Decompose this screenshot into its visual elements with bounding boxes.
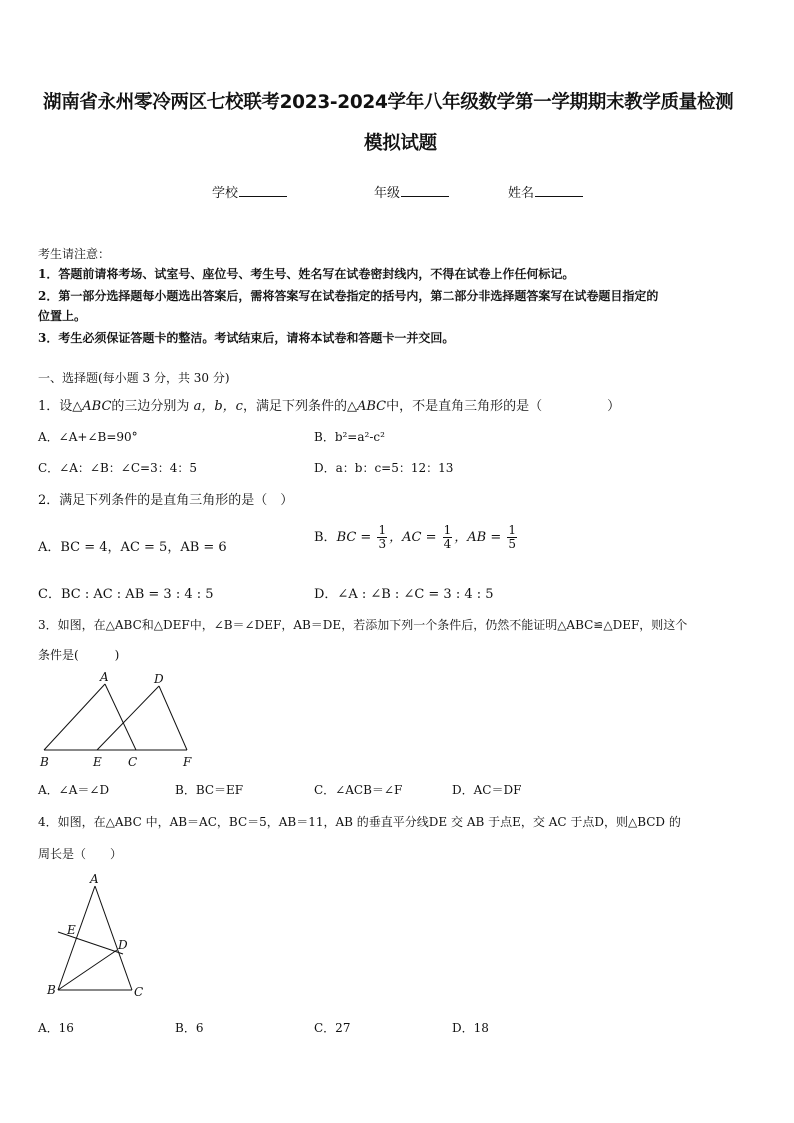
q4-label-e: E (67, 923, 76, 937)
q2-option-a[interactable]: A．BC = 4，AC = 5，AB = 6 (38, 540, 227, 555)
school-label: 学校 (212, 186, 239, 201)
q2-b-frac-1-4: $\frac{1}{4}$ (443, 523, 452, 551)
q2-option-d[interactable]: D．∠A : ∠B : ∠C = 3 : 4 : 5 (314, 587, 494, 602)
q3-figure (30, 668, 205, 770)
q3-label-a: A (100, 670, 109, 684)
q3-label-d: D (154, 672, 164, 686)
school-blank[interactable] (239, 184, 287, 197)
q2-b-ac: ，AC = (389, 530, 437, 545)
q4-label-c: C (134, 985, 144, 999)
q3-stem-line2: 条件是( ) (38, 648, 120, 662)
name-label: 姓名 (508, 186, 535, 201)
q2-option-b-label: B． (314, 530, 337, 545)
q2-b-frac-1-5: $\frac{1}{5}$ (508, 523, 517, 551)
grade-blank[interactable] (401, 184, 449, 197)
q1-stem-part3: ，满足下列条件的△ (242, 399, 357, 414)
q3-option-b[interactable]: B．BC＝EF (175, 783, 244, 797)
q4-option-b[interactable]: B．6 (175, 1021, 204, 1035)
q1-option-c[interactable]: C．∠A：∠B：∠C=3：4：5 (38, 461, 197, 475)
school-field (212, 182, 287, 201)
q2-b-frac-1-3: $\frac{1}{3}$ (378, 523, 387, 551)
q4-option-d[interactable]: D．18 (452, 1021, 489, 1035)
q4-label-a: A (90, 872, 99, 886)
notice-item-3: 3．考生必须保证答题卡的整洁。考试结束后，请将本试卷和答题卡一并交回。 (38, 331, 455, 345)
q3-stem-line1: 3．如图，在△ABC和△DEF中，∠B＝∠DEF，AB＝DE，若添加下列一个条件后，仍然不能证明△ABC≌△DEF，则这个 (38, 618, 688, 632)
grade-field (374, 182, 449, 201)
name-blank[interactable] (535, 184, 583, 197)
q2-option-c[interactable]: C．BC : AC : AB = 3 : 4 : 5 (38, 587, 214, 602)
q1-triangle-name: ABC (82, 399, 112, 414)
q3-segment-df (159, 686, 187, 750)
q3-label-f: F (183, 755, 192, 769)
q4-figure (40, 872, 155, 1002)
q4-label-d: D (118, 938, 128, 952)
q2-b-bc: BC = (336, 530, 372, 545)
q3-label-e: E (93, 755, 102, 769)
q4-stem-line1: 4．如图，在△ABC 中，AB＝AC，BC＝5，AB＝11，AB 的垂直平分线DE 交 AB 于点E，交 AC 于点D，则△BCD 的 (38, 815, 681, 829)
q2-option-b[interactable] (314, 524, 519, 551)
exam-title-line1: 湖南省永州零冷两区七校联考2023-2024学年八年级数学第一学期期末教学质量检测 (43, 92, 734, 113)
q2-stem: 2．满足下列条件的是直角三角形的是（ ） (38, 493, 294, 508)
q3-segment-ac (105, 684, 136, 750)
q3-segment-ed (97, 686, 159, 750)
q1-option-b[interactable]: B．b²=a²-c² (314, 430, 385, 444)
q1-stem-part2: 的三边分别为 (111, 399, 190, 414)
q1-stem-part1: 1．设△ (38, 399, 83, 414)
q1-variables: a，b，c (193, 399, 243, 414)
q3-label-c: C (128, 755, 138, 769)
q4-option-a[interactable]: A．16 (38, 1021, 74, 1035)
q1-stem-part4: 中，不是直角三角形的是（ ） (386, 399, 621, 414)
q1-option-a[interactable]: A．∠A+∠B=90° (38, 430, 138, 444)
notice-heading: 考生请注意： (38, 247, 111, 261)
q1-option-d[interactable]: D．a：b：c=5：12：13 (314, 461, 454, 475)
q4-stem-line2: 周长是（ ） (38, 847, 123, 861)
notice-item-2: 2．第一部分选择题每小题选出答案后，需将答案写在试卷指定的括号内，第二部分非选择题答案写在试卷题目指定的 (38, 289, 659, 303)
q4-option-c[interactable]: C．27 (314, 1021, 351, 1035)
grade-label: 年级 (374, 186, 401, 201)
q1-triangle-name-2: ABC (356, 399, 387, 414)
q3-segment-ab (44, 684, 105, 750)
section-heading: 一、选择题(每小题 3 分，共 30 分) (38, 371, 230, 385)
q3-option-a[interactable]: A．∠A＝∠D (38, 783, 110, 797)
notice-item-2-cont: 位置上。 (38, 309, 87, 323)
name-field (508, 182, 583, 201)
q3-option-d[interactable]: D．AC＝DF (452, 783, 522, 797)
q2-b-ab: ，AB = (454, 530, 502, 545)
exam-title-line2: 模拟试题 (364, 133, 437, 154)
notice-item-1: 1．答题前请将考场、试室号、座位号、考生号、姓名写在试卷密封线内，不得在试卷上作任何标记。 (38, 267, 575, 281)
q3-label-b: B (40, 755, 49, 769)
q4-label-b: B (47, 983, 56, 997)
q3-option-c[interactable]: C．∠ACB＝∠F (314, 783, 403, 797)
q4-segment-bd (58, 950, 117, 990)
q1-stem (38, 395, 620, 414)
